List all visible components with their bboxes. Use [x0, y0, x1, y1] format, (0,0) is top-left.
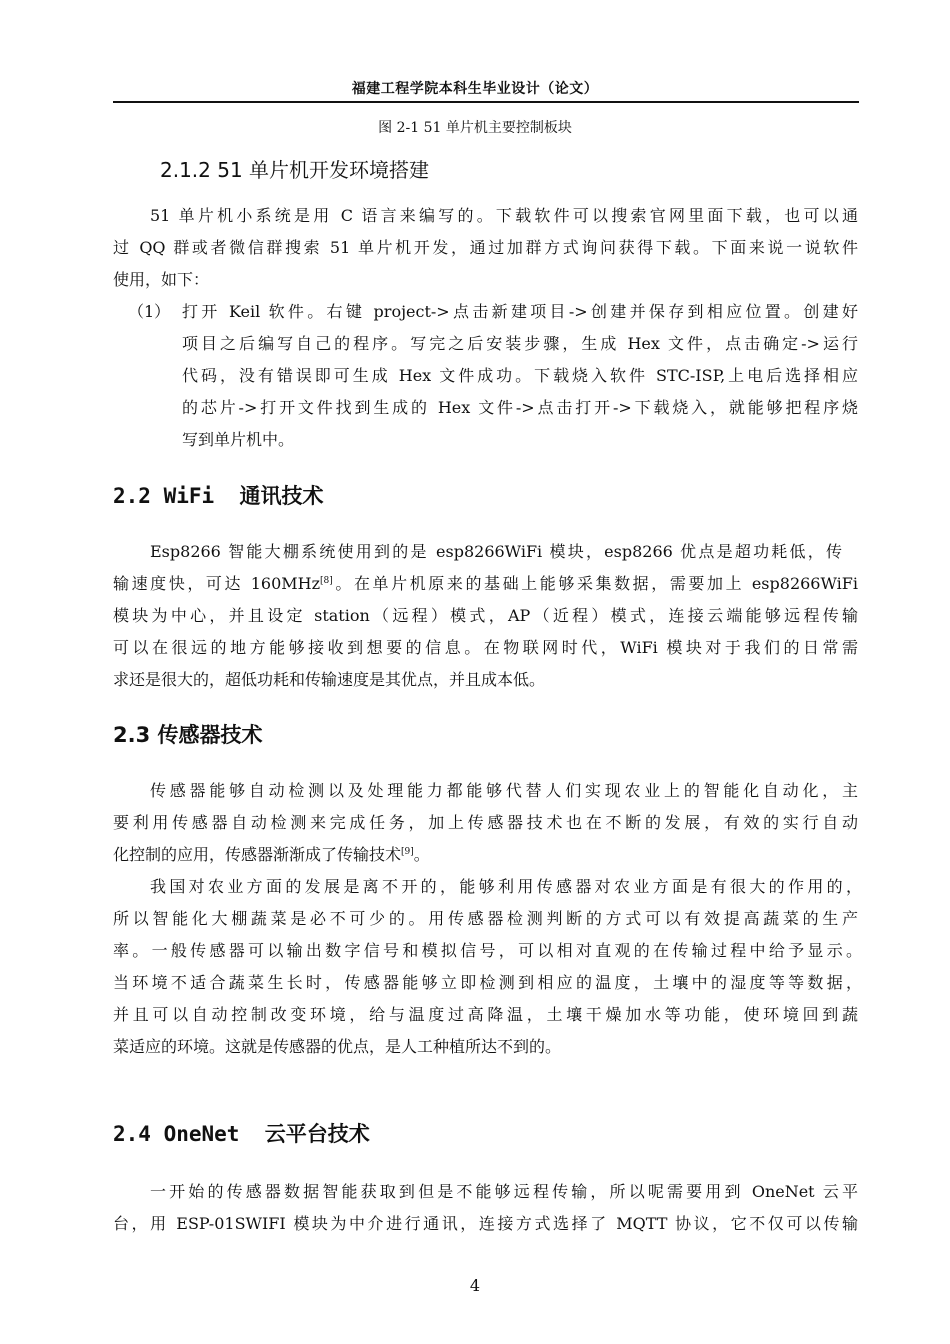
paragraph-line: 可以在很远的地方能够接收到想要的信息。在物联网时代，WiFi 模块对于我们的日常需 — [113, 638, 858, 657]
list-item-label: （1） — [128, 302, 171, 321]
heading-2-2 — [113, 480, 323, 510]
paragraph-line: 要利用传感器自动检测来完成任务，加上传感器技术也在不断的发展，有效的实行自动 — [113, 813, 858, 832]
paragraph-line — [113, 574, 858, 594]
citation-ref: [9] — [401, 847, 414, 857]
paragraph-line: 模块为中心，并且设定 station（远程）模式，AP（近程）模式，连接云端能够远程传输 — [113, 606, 858, 625]
list-item-line: 打开 Keil 软件。右键 project->点击新建项目->创建并保存到相应位置。创建好 — [182, 302, 858, 321]
heading-text: 通讯技术 — [239, 484, 324, 508]
list-item-line: 项目之后编写自己的程序。写完之后安装步骤，生成 Hex 文件，点击确定->运行 — [182, 334, 858, 353]
figure-caption: 图 2-1 51 单片机主要控制板块 — [378, 120, 572, 136]
page-number: 4 — [469, 1276, 481, 1295]
paragraph-line: 求还是很大的，超低功耗和传输速度是其优点，并且成本低。 — [113, 670, 546, 689]
paragraph-line: 我国对农业方面的发展是离不开的，能够利用传感器对农业方面是有很大的作用的， — [150, 877, 862, 896]
paragraph-line: 当环境不适合蔬菜生长时，传感器能够立即检测到相应的温度，土壤中的湿度等等数据， — [113, 973, 862, 992]
paragraph-line: 率。一般传感器可以输出数字信号和模拟信号，可以相对直观的在传输过程中给予显示。 — [113, 941, 862, 960]
text-run: 化控制的应用，传感器渐渐成了传输技术 — [113, 845, 402, 864]
list-item-line: 的芯片->打开文件找到生成的 Hex 文件->点击打开->下载烧入，就能够把程序烧 — [182, 398, 858, 417]
list-item-line: 代码，没有错误即可生成 Hex 文件成功。下载烧入软件 STC-ISP,上电后选择相应 — [182, 366, 858, 385]
text-run: 。 — [413, 845, 430, 864]
paragraph-line: 并且可以自动控制改变环境，给与温度过高降温，土壤干燥加水等功能，使环境回到蔬 — [113, 1005, 858, 1024]
text-run: 。在单片机原来的基础上能够采集数据，需要加上 esp8266WiFi — [332, 574, 858, 593]
paragraph-line: 菜适应的环境。这就是传感器的优点，是人工种植所达不到的。 — [113, 1037, 562, 1056]
heading-number: 2.2 WiFi — [113, 484, 215, 508]
heading-2-1-2: 2.1.2 51 单片机开发环境搭建 — [160, 158, 430, 182]
paragraph-line: 传感器能够自动检测以及处理能力都能够代替人们实现农业上的智能化自动化，主 — [150, 781, 858, 800]
heading-2-4 — [113, 1118, 370, 1148]
paragraph-line: 一开始的传感器数据智能获取到但是不能够远程传输，所以呢需要用到 OneNet 云平 — [150, 1182, 858, 1201]
heading-text: 2.3 传感器技术 — [113, 723, 263, 747]
paragraph-line: 51 单片机小系统是用 C 语言来编写的。下载软件可以搜索官网里面下载，也可以通 — [150, 206, 858, 225]
list-item-line: 写到单片机中。 — [182, 430, 295, 449]
text-run: 输速度快，可达 160MHz — [113, 574, 321, 593]
heading-text: 云平台技术 — [264, 1122, 370, 1146]
paragraph-line — [113, 845, 430, 865]
citation-ref: [8] — [320, 576, 333, 586]
heading-number: 2.4 OneNet — [113, 1122, 240, 1146]
paragraph-line: 使用，如下： — [113, 270, 210, 289]
paragraph-line: Esp8266 智能大棚系统使用到的是 esp8266WiFi 模块，esp8266 优点是超功耗低，传 — [150, 542, 842, 561]
paragraph-line: 台，用 ESP-01SWIFI 模块为中介进行通讯，连接方式选择了 MQTT 协议，它不仅可以传输 — [113, 1214, 858, 1233]
running-header: 福建工程学院本科生毕业设计（论文） — [351, 81, 599, 97]
paragraph-line: 所以智能化大棚蔬菜是必不可少的。用传感器检测判断的方式可以有效提高蔬菜的生产 — [113, 909, 858, 928]
heading-2-3 — [113, 719, 263, 749]
header-rule — [113, 101, 859, 103]
paragraph-line: 过 QQ 群或者微信群搜索 51 单片机开发，通过加群方式询问获得下载。下面来说一说软件 — [113, 238, 858, 257]
